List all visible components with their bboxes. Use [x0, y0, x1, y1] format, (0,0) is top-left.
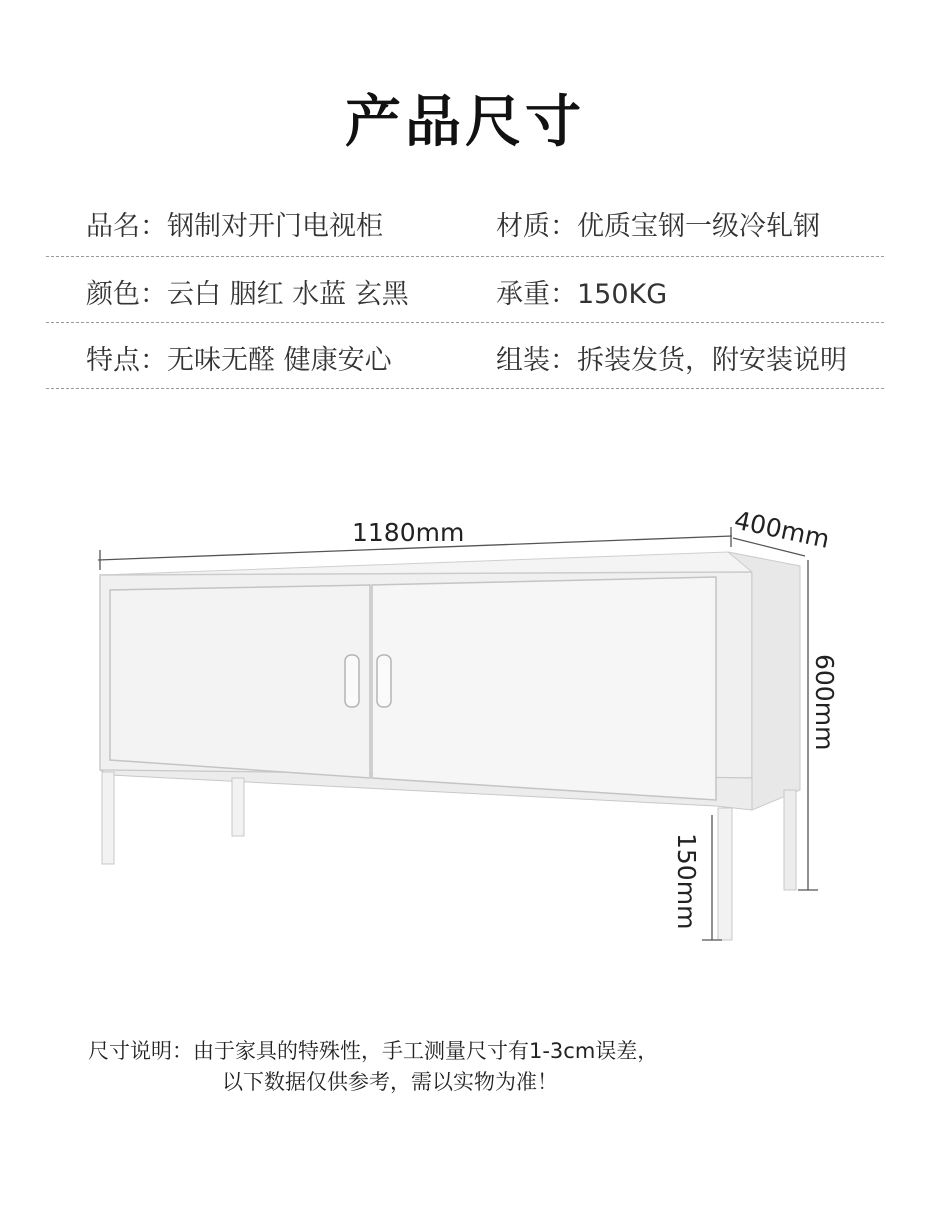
- left-door: [110, 585, 370, 778]
- leg-back-right: [784, 790, 796, 890]
- spec-assembly: 组装：拆装发货，附安装说明: [496, 345, 847, 376]
- leg-front-right: [718, 808, 732, 940]
- page-title: 产品尺寸: [345, 90, 585, 155]
- leg-front-left: [102, 772, 114, 864]
- size-note-line-2: 以下数据仅供参考，需以实物为准！: [222, 1070, 558, 1094]
- leg-back-left: [232, 778, 244, 836]
- spec-row-2: [46, 256, 884, 323]
- size-note-line-1: 尺寸说明：由于家具的特殊性，手工测量尺寸有1-3cm误差，: [88, 1039, 659, 1063]
- tv-cabinet-illustration: [0, 470, 930, 970]
- leg-height-label: 150mm: [672, 833, 701, 930]
- spec-row-1: [46, 190, 884, 257]
- depth-label: 400mm: [731, 505, 833, 554]
- height-label: 600mm: [810, 654, 839, 751]
- right-door: [372, 577, 716, 800]
- spec-name: 品名：钢制对开门电视柜: [86, 211, 383, 242]
- spec-features: 特点：无味无醛 健康安心: [86, 345, 392, 376]
- spec-load: 承重：150KG: [496, 279, 668, 310]
- spec-row-3: [46, 322, 884, 389]
- width-label: 1180mm: [352, 518, 465, 547]
- spec-color: 颜色：云白 胭红 水蓝 玄黑: [86, 279, 409, 310]
- right-door-handle: [377, 655, 391, 707]
- left-door-handle: [345, 655, 359, 707]
- spec-material: 材质：优质宝钢一级冷轧钢: [496, 211, 820, 242]
